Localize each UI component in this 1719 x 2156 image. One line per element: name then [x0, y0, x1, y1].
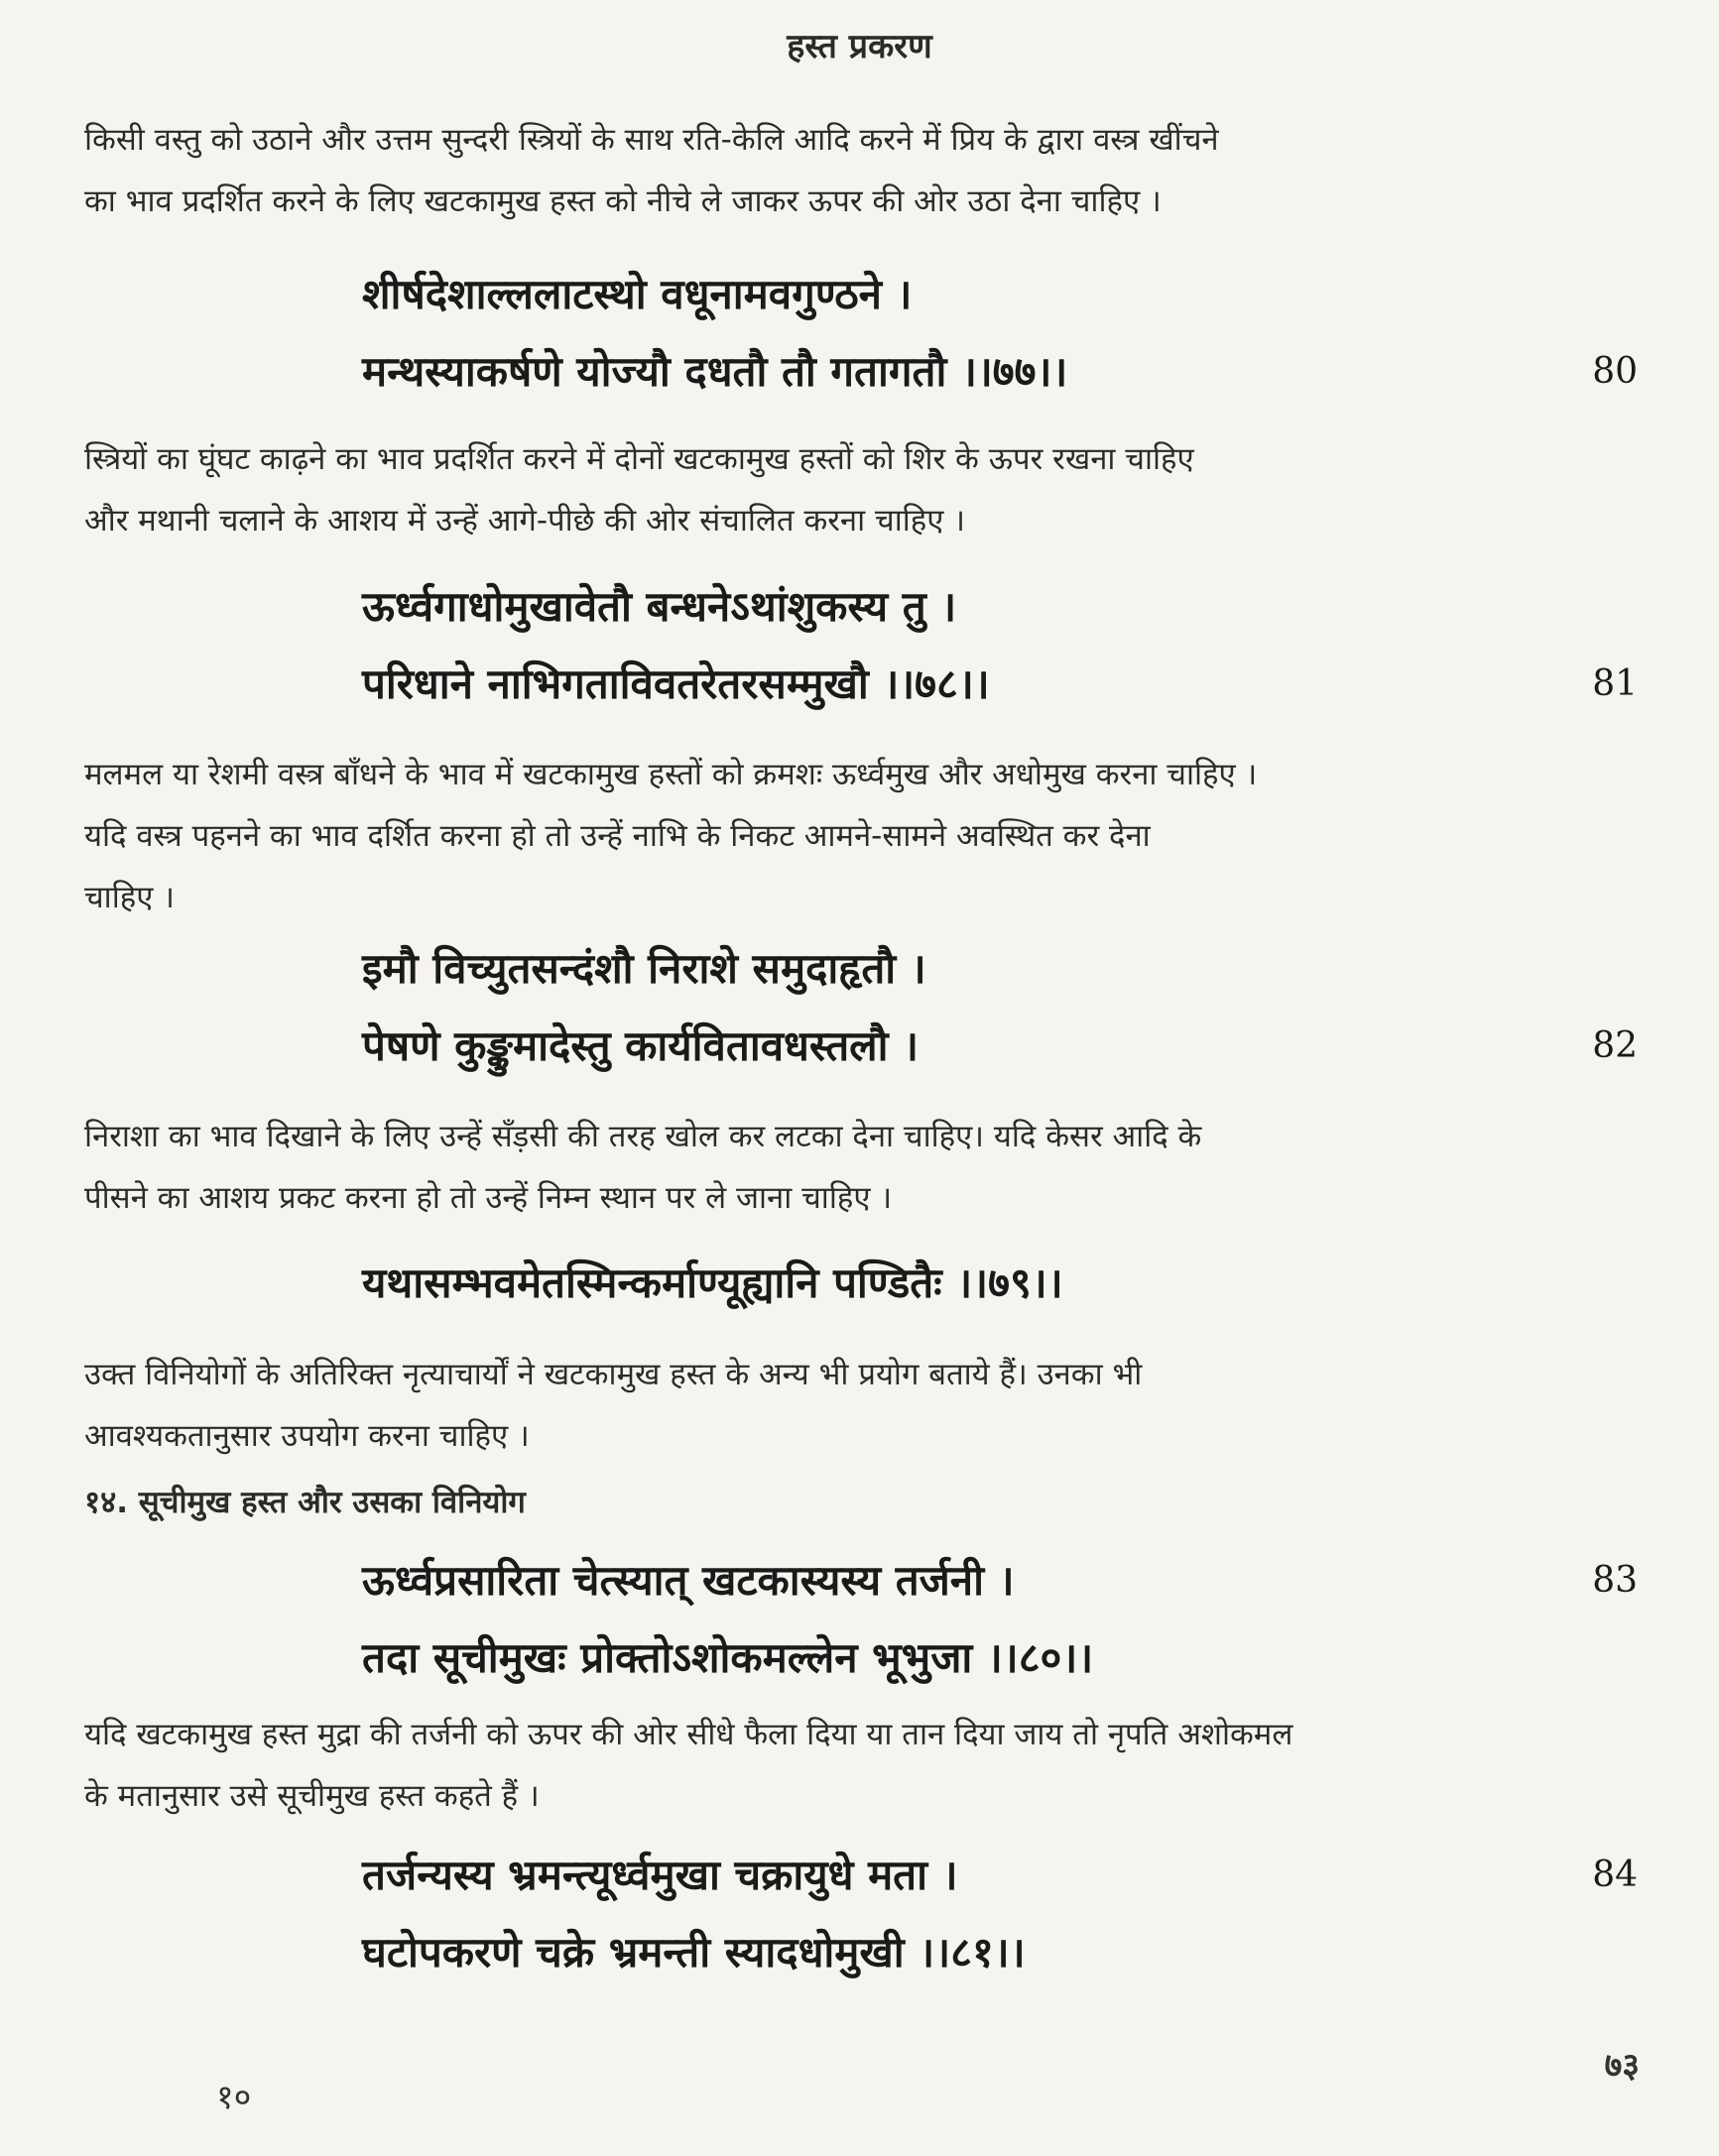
paragraph-line: मलमल या रेशमी वस्त्र बाँधने के भाव में खटकामुख हस्तों को क्रमशः ऊर्ध्वमुख और अधोमुख करना चाहिए ।: [84, 757, 1258, 792]
verse-number: 83: [1592, 1560, 1638, 1601]
commentary-paragraph: [84, 428, 1652, 551]
verse-text: तदा सूचीमुखः प्रोक्तोऽशोकमल्लेन भूभुजा ।।८०।।: [362, 1633, 1094, 1682]
paragraph-line: के मतानुसार उसे सूचीमुख हस्त कहते हैं ।: [84, 1778, 540, 1814]
verse-text: तर्जन्यस्य भ्रमन्त्यूर्ध्वमुखा चक्रायुधे मता ।: [362, 1851, 958, 1899]
verse-number: 82: [1592, 1025, 1638, 1066]
verse-number: 81: [1592, 663, 1638, 704]
paragraph-line: निराशा का भाव दिखाने के लिए उन्हें सँड़सी की तरह खोल कर लटका देना चाहिए। यदि केसर आदि के: [84, 1119, 1202, 1154]
sanskrit-verse: [362, 930, 1652, 1085]
paragraph-line: आवश्यकतानुसार उपयोग करना चाहिए ।: [84, 1418, 530, 1454]
verse-line: [362, 1542, 1652, 1619]
paragraph-line: का भाव प्रदर्शित करने के लिए खटकामुख हस्त को नीचे ले जाकर ऊपर की ओर उठा देना चाहिए ।: [84, 183, 1162, 219]
verse-line: [362, 568, 1652, 646]
commentary-paragraph: [84, 1106, 1652, 1229]
signature-mark: १०: [216, 2078, 252, 2117]
verse-line: [362, 1914, 1652, 1991]
verse-line: [362, 1619, 1652, 1697]
verse-number: 80: [1592, 351, 1638, 392]
paragraph-line: यदि खटकामुख हस्त मुद्रा की तर्जनी को ऊपर की ओर सीधे फैला दिया या तान दिया जाय तो नृपति अशोकमल: [84, 1717, 1293, 1752]
verse-line: [362, 1008, 1652, 1085]
commentary-paragraph: [84, 744, 1652, 928]
verse-text: ऊर्ध्वप्रसारिता चेत्स्यात् खटकास्यस्य तर्जनी ।: [362, 1556, 1015, 1605]
sanskrit-verse: [362, 568, 1652, 723]
verse-line: [362, 333, 1652, 411]
paragraph-line: पीसने का आशय प्रकट करना हो तो उन्हें निम्न स्थान पर ले जाना चाहिए ।: [84, 1180, 893, 1216]
verse-text: परिधाने नाभिगताविवतरेतरसम्मुखौ ।।७८।।: [362, 659, 990, 708]
verse-line: [362, 1245, 1652, 1322]
paragraph-line: किसी वस्तु को उठाने और उत्तम सुन्दरी स्त्रियों के साथ रति-केलि आदि करने में प्रिय के द्वारा वस्त्र खींचने: [84, 122, 1219, 158]
sanskrit-verse: [362, 1542, 1652, 1697]
paragraph-line: चाहिए ।: [84, 880, 175, 915]
verse-text: पेषणे कुङ्कुमादेस्तु कार्यवितावधस्तलौ ।: [362, 1021, 920, 1070]
verse-text: इमौ विच्युतसन्दंशौ निराशे समुदाहृतौ ।: [362, 944, 926, 993]
verse-text: मन्थस्याकर्षणे योज्यौ दधतौ तौ गतागतौ ।।७७।।: [362, 347, 1068, 396]
sanskrit-verse: [362, 1245, 1652, 1322]
paragraph-line: यदि वस्त्र पहनने का भाव दर्शित करना हो तो उन्हें नाभि के निकट आमने-सामने अवस्थित कर देना: [84, 818, 1151, 854]
verse-line: [362, 1837, 1652, 1914]
verse-line: [362, 930, 1652, 1008]
page-number: ७३: [1604, 2046, 1640, 2086]
sanskrit-verse: [362, 1837, 1652, 1991]
commentary-paragraph: [84, 1704, 1652, 1827]
verse-text: ऊर्ध्वगाधोमुखावेतौ बन्धनेऽथांशुकस्य तु ।: [362, 582, 957, 631]
paragraph-line: उक्त विनियोगों के अतिरिक्त नृत्याचार्यों ने खटकामुख हस्त के अन्य भी प्रयोग बताये हैं। उनका भी: [84, 1357, 1143, 1392]
paragraph-line: और मथानी चलाने के आशय में उन्हें आगे-पीछे की ओर संचालित करना चाहिए ।: [84, 503, 965, 539]
verse-text: यथासम्भवमेतस्मिन्कर्माण्यूह्यानि पण्डितैः ।।७९।।: [362, 1258, 1063, 1307]
commentary-paragraph: [84, 1344, 1652, 1467]
section-heading: १४. सूचीमुख हस्त और उसका विनियोग: [84, 1485, 526, 1520]
paragraph-line: स्त्रियों का घूंघट काढ़ने का भाव प्रदर्शित करने में दोनों खटकामुख हस्तों को शिर के ऊपर रखना चाहिए: [84, 441, 1194, 477]
commentary-paragraph: [84, 109, 1652, 232]
sanskrit-verse: [362, 256, 1652, 411]
verse-line: [362, 256, 1652, 333]
verse-line: [362, 646, 1652, 723]
verse-text: शीर्षदेशाल्ललाटस्थो वधूनामवगुण्ठने ।: [362, 270, 913, 318]
verse-number: 84: [1592, 1855, 1638, 1895]
running-head: हस्त प्रकरण: [787, 27, 932, 66]
verse-text: घटोपकरणे चक्रे भ्रमन्ती स्यादधोमुखी ।।८१।।: [362, 1928, 1026, 1976]
